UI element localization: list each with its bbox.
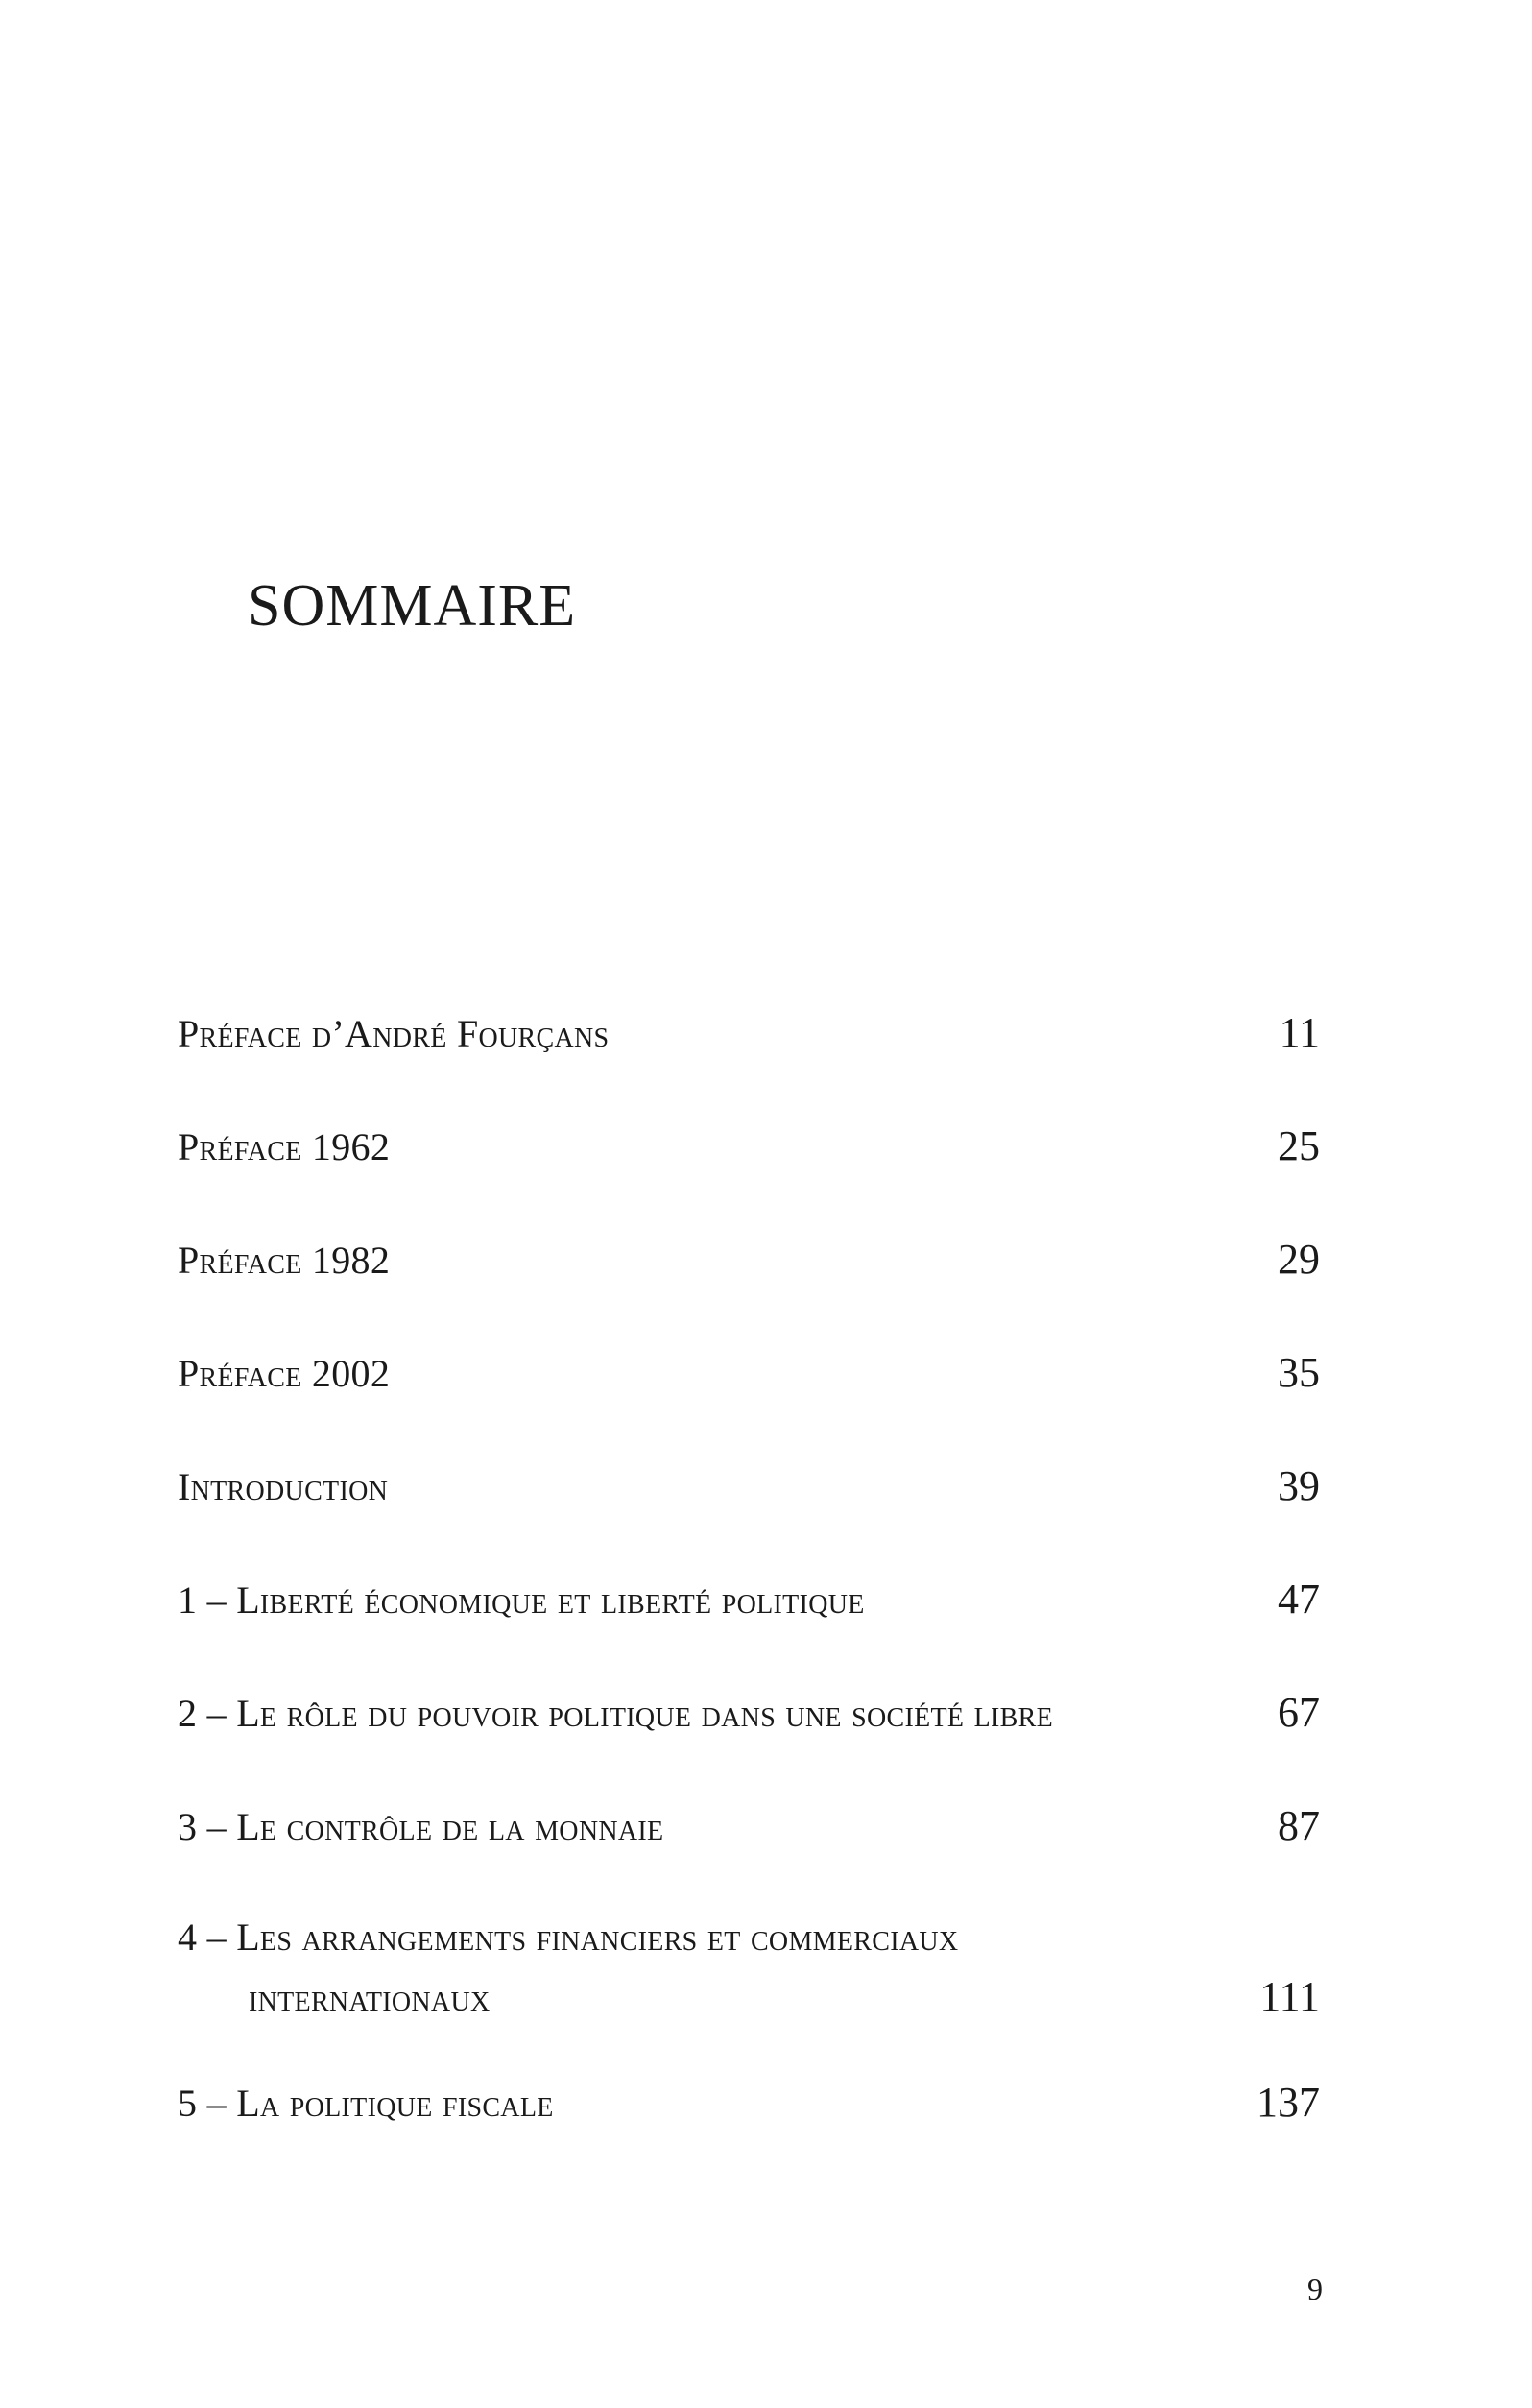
toc-entry-title: Préface 1962 [178, 1125, 391, 1168]
toc-entry-title: Préface 1982 [178, 1239, 391, 1282]
toc-entry-title: 4 – Les arrangements financiers et commerciaux [178, 1915, 959, 1959]
toc-entry-preface-fourcans[interactable] [178, 1008, 1320, 1066]
toc-entry-title: 3 – Le contrôle de la monnaie [178, 1805, 664, 1848]
toc-entry-page: 11 [1279, 1009, 1320, 1056]
page-number: 9 [1307, 2272, 1323, 2306]
toc-entry-chapter-1[interactable] [178, 1575, 1320, 1632]
toc-entry-page: 87 [1278, 1802, 1320, 1849]
toc-entry-chapter-5[interactable] [178, 2078, 1320, 2135]
toc-entry-chapter-3[interactable] [178, 1801, 1320, 1859]
toc-entry-introduction[interactable] [178, 1461, 1320, 1519]
page-title: SOMMAIRE [248, 573, 577, 638]
toc-entry-chapter-4[interactable] [178, 1914, 1320, 2030]
toc-entry-page: 111 [1259, 1973, 1320, 2020]
toc-entry-preface-1982[interactable] [178, 1235, 1320, 1292]
toc-entry-title: 1 – Liberté économique et liberté politique [178, 1578, 865, 1622]
toc-entry-title: Préface d’André Fourçans [178, 1012, 610, 1055]
toc-entry-page: 39 [1278, 1462, 1320, 1509]
toc-entry-preface-1962[interactable] [178, 1121, 1320, 1179]
toc-entry-chapter-2[interactable] [178, 1688, 1320, 1746]
toc-entry-title: 5 – La politique fiscale [178, 2082, 554, 2125]
toc-entry-title: 2 – Le rôle du pouvoir politique dans une société libre [178, 1692, 1053, 1735]
toc-entry-title: Préface 2002 [178, 1352, 391, 1395]
toc-entry-title-continuation: internationaux [249, 1976, 491, 2019]
toc-entry-page: 35 [1278, 1349, 1320, 1396]
toc-entry-page: 67 [1278, 1689, 1320, 1736]
toc-entry-title: Introduction [178, 1465, 389, 1508]
toc-entry-page: 137 [1257, 2079, 1320, 2126]
toc-entry-page: 29 [1278, 1236, 1320, 1283]
toc-entry-preface-2002[interactable] [178, 1348, 1320, 1406]
toc-entry-page: 47 [1278, 1576, 1320, 1623]
toc-entry-page: 25 [1278, 1122, 1320, 1169]
